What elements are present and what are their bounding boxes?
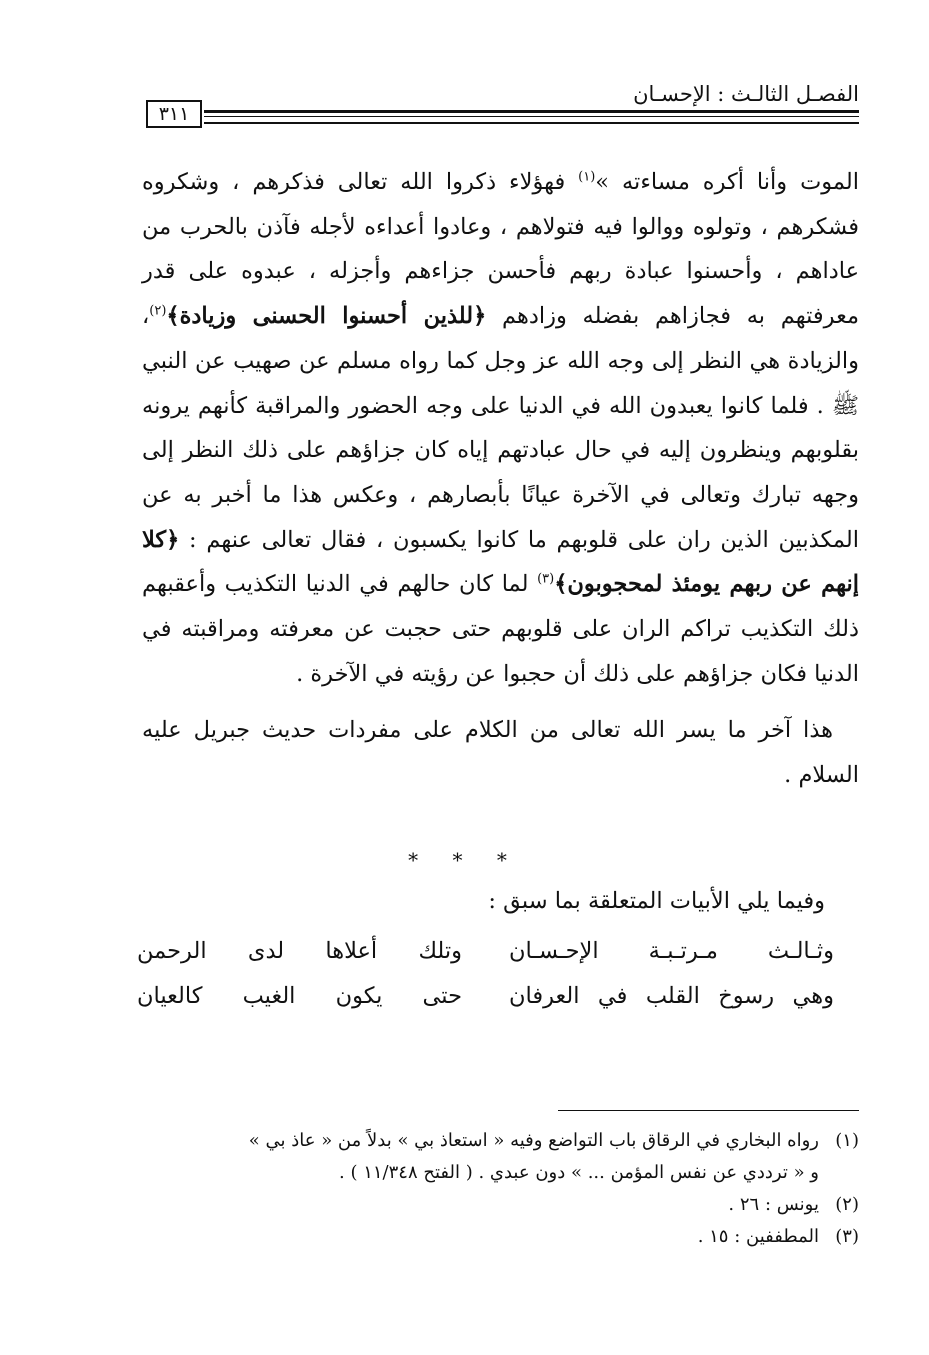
header-rule	[204, 122, 859, 124]
footnote-text: المطففين : ١٥ .	[697, 1226, 819, 1247]
footnote-rule	[558, 1110, 859, 1111]
verse-hemistich: حتى يكون الغيب كالعيان	[137, 983, 462, 1009]
footnote-3	[142, 1221, 859, 1253]
verses-intro: وفيما يلي الأبيات المتعلقة بما سبق :	[488, 888, 825, 914]
text-run: ، والزيادة هي النظر إلى وجه الله عز وجل كما رواه مسلم عن صهيب عن النبي ﷺ . فلما كانوا يعبدون الله في الدنيا على وجه الحضور والمراقبة كأنهم يرونه بقلوبهم وينظرون إليه في حال عبادتهم إياه كان جزاؤهم على ذلك النظر إلى وجهه تبارك وتعالى في الآخرة عيانًا بأبصارهم ، وعكس هذا ما أخبر به عن المكذبين الذين ران على قلوبهم ما كانوا يكسبون ، فقال تعالى عنهم :	[142, 303, 859, 553]
verse-hemistich: وهي رسوخ القلب في العرفان	[509, 983, 834, 1009]
main-text	[142, 160, 859, 798]
running-title: الفصـل الثالـث : الإحسـان	[633, 82, 859, 106]
text-run: لما كان حالهم في الدنيا التكذيب وأعقبهم ذلك التكذيب تراكم الران على قلوبهم حتى حجبت عن معرفته ومراقبته في الدنيا فكان جزاؤهم على ذلك أن حجبوا عن رؤيته في الآخرة .	[142, 571, 859, 687]
quran-quote: ﴿للذين أحسنوا الحسنى وزيادة﴾	[166, 303, 487, 330]
text-run: فهؤلاء ذكروا الله تعالى فذكرهم ، وشكروه فشكرهم ، وتولوه ووالوا فيه فتولاهم ، وعادوا أعداءه لأجله فآذن بالحرب من عاداهم ، وأحسنوا عبادة ربهم فأحسن جزاءهم وأجزله ، عبدوه على قدر معرفتهم به فجازاهم بفضله وزادهم	[142, 169, 860, 330]
footnote-number: (١)	[835, 1130, 859, 1151]
footnote-text: رواه البخاري في الرقاق باب التواضع وفيه « استعاذ بي » بدلاً من « عاذ بي »	[248, 1130, 819, 1151]
footnote-number: (٢)	[835, 1194, 859, 1215]
header-rule	[204, 110, 859, 113]
verse-hemistich: وتلك أعلاها لدى الرحمن	[137, 938, 462, 964]
footnotes	[142, 1125, 859, 1253]
footnote-text: يونس : ٢٦ .	[728, 1194, 819, 1215]
quran-quote: ﴿كلا إنهم عن ربهم يومئذ لمحجوبون﴾	[142, 526, 859, 598]
text-run: الموت وأنا أكره مساءته »	[595, 169, 859, 195]
footnote-ref-2: (٢)	[149, 303, 167, 319]
page-number: ٣١١	[146, 100, 202, 128]
footnote-number: (٣)	[835, 1226, 859, 1247]
footnote-2	[142, 1189, 859, 1221]
paragraph-1	[142, 160, 859, 696]
verse-hemistich: وثـالـث مـرتـبـة الإحـسـان	[509, 938, 834, 964]
paragraph-2: هذا آخر ما يسر الله تعالى من الكلام على مفردات حديث جبريل عليه السلام .	[142, 717, 859, 789]
footnote-text: و « ترددي عن نفس المؤمن ... » دون عبدي . ( الفتح ١١/٣٤٨ ) .	[339, 1162, 819, 1183]
footnote-1	[142, 1125, 859, 1157]
footnote-ref-1: (١)	[578, 169, 596, 185]
section-separator: * * *	[408, 848, 521, 872]
footnote-ref-3: (٣)	[537, 571, 555, 587]
header-rule	[204, 116, 859, 117]
